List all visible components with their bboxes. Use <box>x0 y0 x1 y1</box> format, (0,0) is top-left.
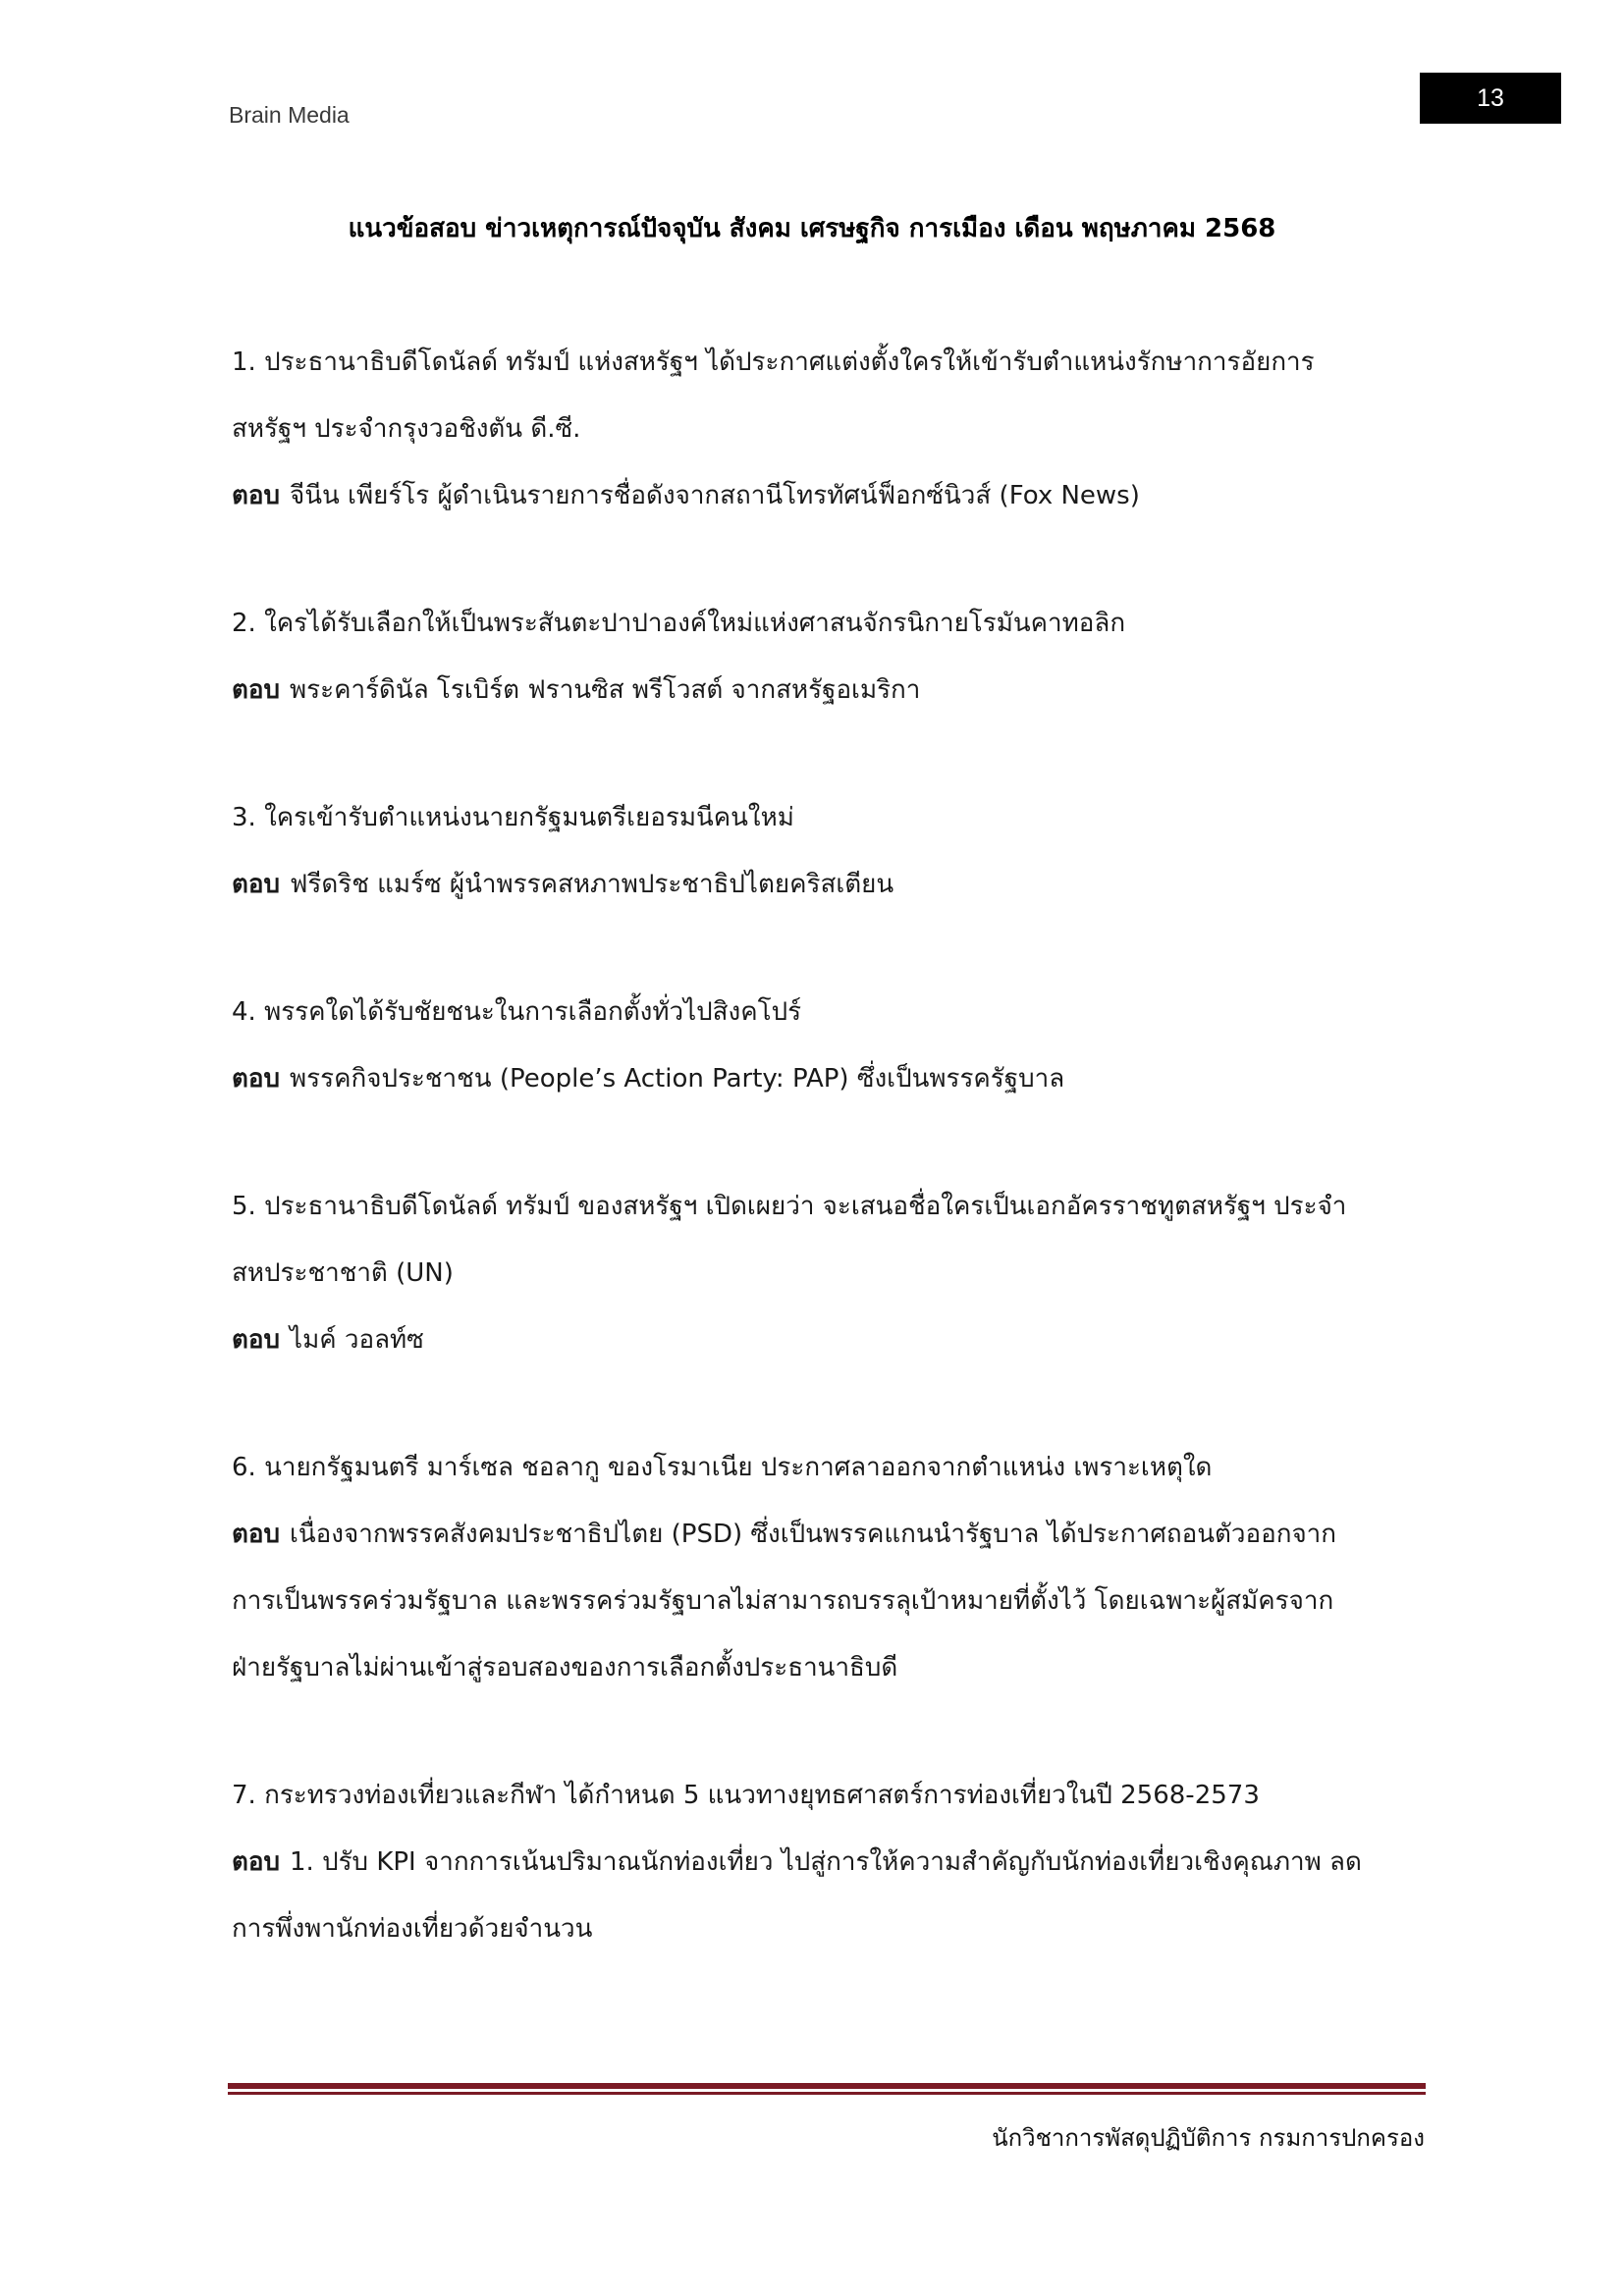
answer-line <box>232 851 1425 918</box>
qa-item <box>232 784 1425 918</box>
question-line: 4. พรรคใดได้รับชัยชนะในการเลือกตั้งทั่วไปสิงคโปร์ <box>232 997 802 1027</box>
question-line: 1. ประธานาธิบดีโดนัลด์ ทรัมป์ แห่งสหรัฐฯ ได้ประกาศแต่งตั้งใครให้เข้ารับตำแหน่งรักษาการอัยการ <box>232 347 1315 377</box>
answer-label: ตอบ <box>232 1520 281 1549</box>
answer-text: ไมค์ วอลท์ซ <box>290 1325 424 1355</box>
qa-content <box>232 329 1425 2023</box>
answer-line <box>232 1568 1425 1634</box>
answer-label: ตอบ <box>232 481 281 510</box>
answer-line <box>232 1501 1425 1568</box>
answer-line <box>232 1634 1425 1701</box>
footer-text: นักวิชาการพัสดุปฏิบัติการ กรมการปกครอง <box>992 2124 1425 2152</box>
question-line: 2. ใครได้รับเลือกให้เป็นพระสันตะปาปาองค์ใหม่แห่งศาสนจักรนิกายโรมันคาทอลิก <box>232 609 1126 638</box>
answer-label: ตอบ <box>232 1847 281 1877</box>
answer-text: พระคาร์ดินัล โรเบิร์ต ฟรานซิส พรีโวสต์ จากสหรัฐอเมริกา <box>290 675 921 705</box>
qa-item <box>232 1173 1425 1373</box>
answer-line <box>232 1045 1425 1112</box>
qa-item <box>232 1434 1425 1701</box>
question-line: 5. ประธานาธิบดีโดนัลด์ ทรัมป์ ของสหรัฐฯ เปิดเผยว่า จะเสนอชื่อใครเป็นเอกอัครราชทูตสหรัฐฯ ประจำ <box>232 1192 1347 1221</box>
answer-label: ตอบ <box>232 1064 281 1094</box>
question-line: 7. กระทรวงท่องเที่ยวและกีฬา ได้กำหนด 5 แนวทางยุทธศาสตร์การท่องเที่ยวในปี 2568-2573 <box>232 1781 1260 1810</box>
answer-line <box>232 657 1425 723</box>
question-line: สหรัฐฯ ประจำกรุงวอชิงตัน ดี.ซี. <box>232 414 581 444</box>
answer-label: ตอบ <box>232 870 281 899</box>
qa-item <box>232 590 1425 723</box>
qa-item <box>232 329 1425 529</box>
question-line: 3. ใครเข้ารับตำแหน่งนายกรัฐมนตรีเยอรมนีคนใหม่ <box>232 803 794 832</box>
answer-line <box>232 1307 1425 1373</box>
page-title: แนวข้อสอบ ข่าวเหตุการณ์ปัจจุบัน สังคม เศรษฐกิจ การเมือง เดือน พฤษภาคม 2568 <box>348 214 1276 243</box>
qa-item <box>232 979 1425 1112</box>
footer-rule-thick <box>228 2083 1426 2089</box>
header-brand: Brain Media <box>229 102 350 128</box>
footer-rule-thin <box>228 2092 1426 2095</box>
page-number: 13 <box>1420 73 1561 124</box>
answer-text: การเป็นพรรคร่วมรัฐบาล และพรรคร่วมรัฐบาลไม่สามารถบรรลุเป้าหมายที่ตั้งไว้ โดยเฉพาะผู้สมัครจาก <box>232 1586 1334 1616</box>
answer-text: 1. ปรับ KPI จากการเน้นปริมาณนักท่องเที่ยว ไปสู่การให้ความสำคัญกับนักท่องเที่ยวเชิงคุณภาพ ลด <box>290 1847 1362 1877</box>
answer-text: จีนีน เพียร์โร ผู้ดำเนินรายการชื่อดังจากสถานีโทรทัศน์ฟ็อกซ์นิวส์ (Fox News) <box>290 481 1140 510</box>
answer-text: ฟรีดริช แมร์ซ ผู้นำพรรคสหภาพประชาธิปไตยคริสเตียน <box>290 870 894 899</box>
answer-label: ตอบ <box>232 1325 281 1355</box>
answer-line <box>232 1896 1425 1962</box>
answer-text: ฝ่ายรัฐบาลไม่ผ่านเข้าสู่รอบสองของการเลือกตั้งประธานาธิบดี <box>232 1653 898 1682</box>
answer-line <box>232 462 1425 529</box>
question-line: 6. นายกรัฐมนตรี มาร์เซล ชอลากู ของโรมาเนีย ประกาศลาออกจากตำแหน่ง เพราะเหตุใด <box>232 1453 1213 1482</box>
question-line: สหประชาชาติ (UN) <box>232 1258 454 1288</box>
answer-text: เนื่องจากพรรคสังคมประชาธิปไตย (PSD) ซึ่งเป็นพรรคแกนนำรัฐบาล ได้ประกาศถอนตัวออกจาก <box>290 1520 1337 1549</box>
qa-item <box>232 1762 1425 1962</box>
answer-text: การพึ่งพานักท่องเที่ยวด้วยจำนวน <box>232 1914 593 1944</box>
answer-text: พรรคกิจประชาชน (People’s Action Party: PAP) ซึ่งเป็นพรรครัฐบาล <box>290 1064 1065 1094</box>
answer-line <box>232 1829 1425 1896</box>
answer-label: ตอบ <box>232 675 281 705</box>
